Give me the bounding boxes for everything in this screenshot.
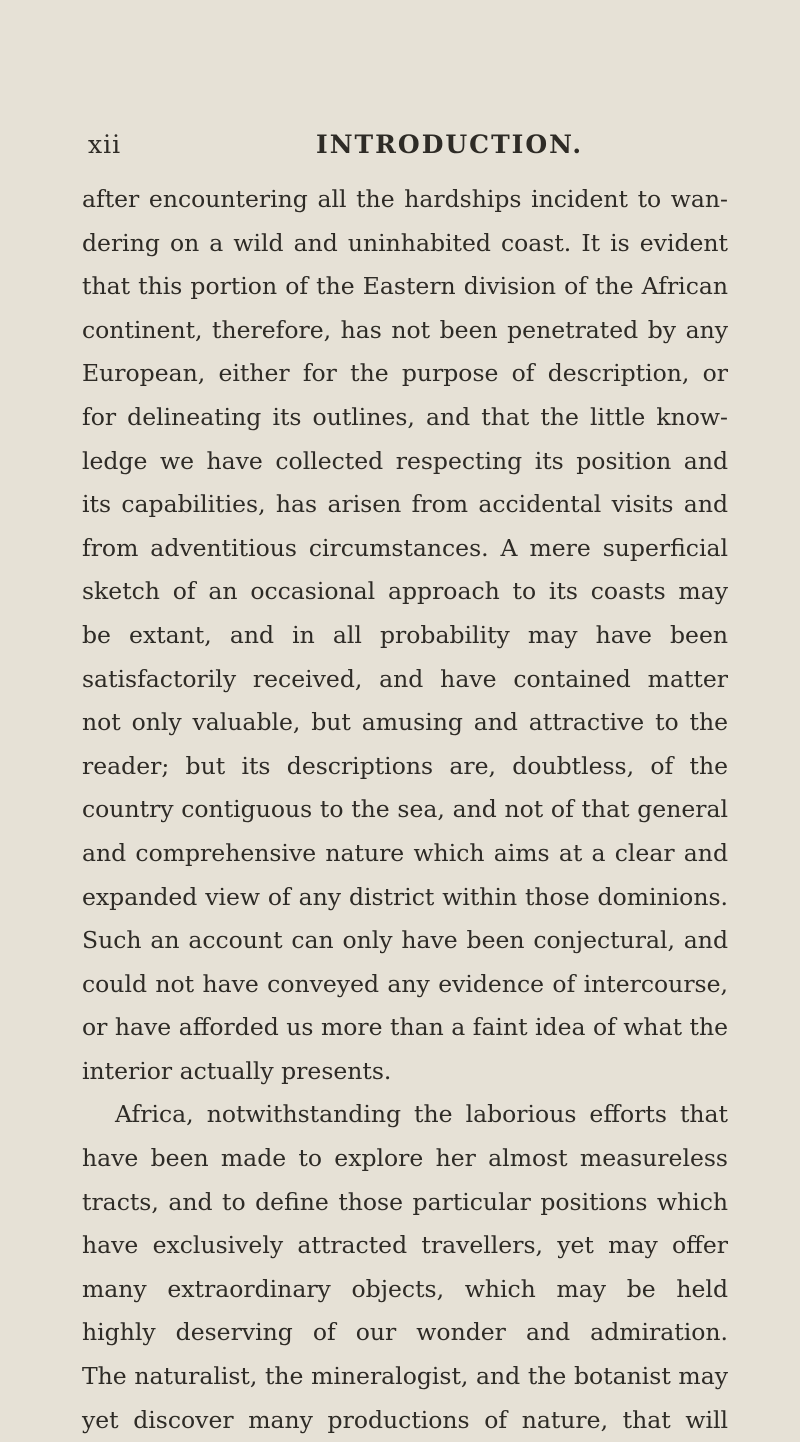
text-line: be extant, and in all probability may have been bbox=[82, 620, 728, 649]
paragraph-start-line: Africa, notwithstanding the laborious efforts that bbox=[115, 1100, 728, 1129]
text-line: highly deserving of our wonder and admiration. bbox=[82, 1318, 728, 1347]
text-line: interior actually presents. bbox=[82, 1056, 392, 1085]
text-line: that this portion of the Eastern division of the African bbox=[82, 272, 728, 301]
text-line: satisfactorily received, and have contained matter bbox=[82, 664, 728, 693]
text-line: country contiguous to the sea, and not of that general bbox=[82, 795, 728, 824]
text-line: not only valuable, but amusing and attractive to the bbox=[82, 708, 728, 737]
running-head: INTRODUCTION. bbox=[316, 130, 584, 159]
text-line: its capabilities, has arisen from accidental visits and bbox=[82, 490, 728, 519]
text-line: dering on a wild and uninhabited coast. It is evident bbox=[82, 228, 728, 257]
text-line: many extraordinary objects, which may be held bbox=[82, 1274, 728, 1303]
body-text bbox=[82, 178, 728, 1442]
text-line: tracts, and to define those particular positions which bbox=[82, 1187, 728, 1216]
text-line: have exclusively attracted travellers, yet may offer bbox=[82, 1231, 728, 1260]
text-line: sketch of an occasional approach to its coasts may bbox=[82, 577, 728, 606]
text-line: ledge we have collected respecting its position and bbox=[82, 446, 728, 475]
text-line: reader; but its descriptions are, doubtless, of the bbox=[82, 751, 728, 780]
text-line: expanded view of any district within those dominions. bbox=[82, 882, 728, 911]
text-line: for delineating its outlines, and that the little know- bbox=[82, 402, 728, 431]
text-line: and comprehensive nature which aims at a clear and bbox=[82, 838, 728, 867]
page-number: xii bbox=[88, 130, 122, 159]
page-header bbox=[88, 130, 728, 170]
text-line: The naturalist, the mineralogist, and the botanist may bbox=[82, 1362, 728, 1391]
text-line: from adventitious circumstances. A mere superficial bbox=[82, 533, 728, 562]
text-line: could not have conveyed any evidence of intercourse, bbox=[82, 969, 728, 998]
text-line: European, either for the purpose of description, or bbox=[82, 359, 728, 388]
text-line: after encountering all the hardships incident to wan- bbox=[82, 185, 728, 213]
text-line: yet discover many productions of nature, that will bbox=[82, 1405, 728, 1434]
text-line: Such an account can only have been conjectural, and bbox=[82, 926, 728, 955]
text-line: or have afforded us more than a faint idea of what the bbox=[82, 1013, 728, 1042]
text-line: continent, therefore, has not been penetrated by any bbox=[82, 315, 728, 344]
text-line: have been made to explore her almost measureless bbox=[82, 1144, 728, 1173]
